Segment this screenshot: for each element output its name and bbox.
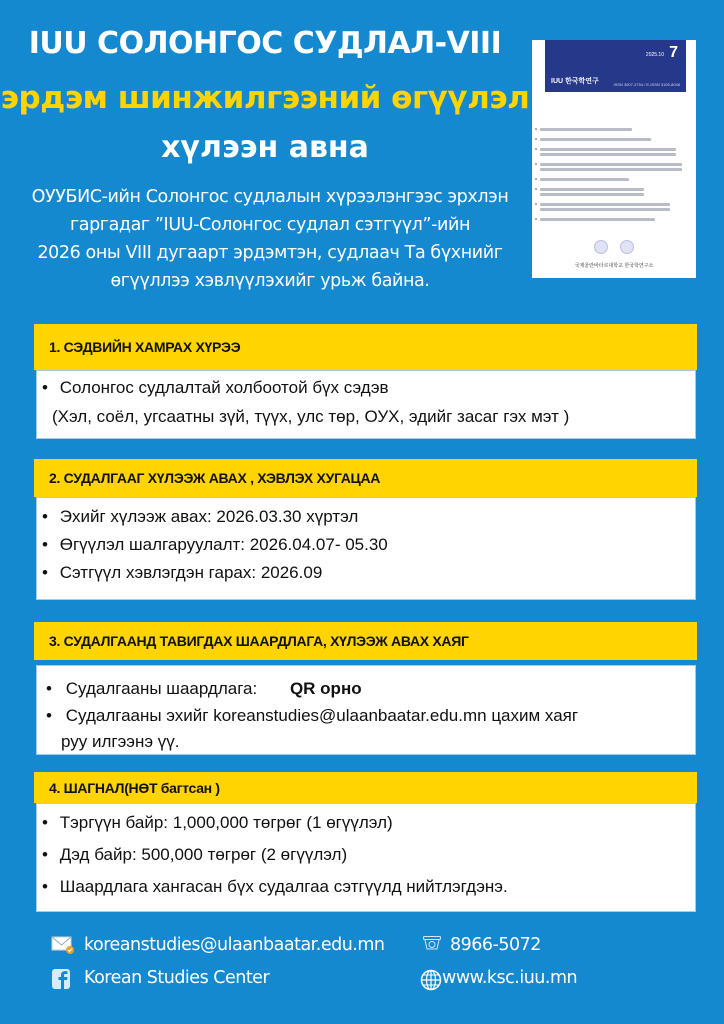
list-item — [37, 535, 388, 555]
intro-line: 2026 оны VIII дугаарт эрдэмтэн, судлаач Та бүхнийг — [37, 243, 503, 263]
list-item — [37, 877, 508, 897]
website-link[interactable]: www.ksc.iuu.mn — [442, 968, 578, 988]
cover-publisher: 국제울란바타르대학교 한국학연구소 — [574, 263, 654, 269]
bullet-icon: • — [42, 507, 48, 526]
university-seal-icon — [594, 240, 608, 254]
section-4-heading: 4. ШАГНАЛ(НӨТ багтсан ) — [34, 772, 697, 803]
bullet-icon: • — [42, 535, 48, 554]
email-link[interactable]: koreanstudies@ulaanbaatar.edu.mn — [84, 935, 385, 955]
list-item-continuation: руу илгээнэ үү. — [61, 732, 180, 751]
section-1-heading: 1. СЭДВИЙН ХАМРАХ ХҮРЭЭ — [34, 324, 697, 370]
list-item — [37, 845, 347, 865]
headline-title: IUU СОЛОНГОС СУДЛАЛ-VIII — [28, 26, 502, 61]
bullet-icon: • — [42, 845, 48, 864]
facebook-icon — [51, 968, 71, 990]
journal-cover-image — [532, 40, 696, 278]
list-item — [37, 507, 358, 527]
intro-line: гаргадаг ”IUU-Солонгос судлал сэтгүүл”-ийн — [69, 215, 471, 235]
list-item — [41, 679, 362, 699]
bullet-icon: • — [42, 813, 48, 832]
intro-line: ОУУБИС-ийн Солонгос судлалын хүрээлэнгээс эрхлэн — [31, 187, 509, 207]
list-item-continuation: (Хэл, соёл, угсаатны зүй, түүх, улс төр, ОУХ, эдийг засаг гэх мэт ) — [52, 407, 570, 426]
section-2-heading: 2. СУДАЛГААГ ХҮЛЭЭЖ АВАХ , ХЭВЛЭХ ХУГАЦАА — [34, 459, 697, 497]
intro-line: өгүүллээ хэвлүүлэхийг урьж байна. — [110, 271, 430, 291]
list-item — [37, 378, 389, 398]
headline-tagline: хүлээн авна — [161, 130, 369, 165]
intro-paragraph — [20, 183, 520, 295]
list-item-text: Тэргүүн байр: 1,000,000 төгрөг (1 өгүүлэл) — [59, 813, 393, 832]
list-item-text: Шаардлага хангасан бүх судалгаа сэтгүүлд нийтлэгдэнэ. — [59, 877, 508, 896]
qr-note: QR орно — [289, 679, 362, 698]
globe-icon — [420, 969, 442, 991]
section-3-heading: 3. СУДАЛГААНД ТАВИГДАХ ШААРДЛАГА, ХҮЛЭЭЖ АВАХ ХАЯГ — [34, 622, 697, 660]
facebook-page-link[interactable]: Korean Studies Center — [84, 968, 270, 988]
cover-issue-date: 2025.10 — [645, 52, 664, 58]
list-item-text: Солонгос судлалтай холбоотой бүх сэдэв — [59, 378, 389, 397]
bullet-icon: • — [42, 563, 48, 582]
mail-icon — [51, 935, 75, 955]
section-3-body — [36, 665, 696, 755]
cover-issue-number: 7 — [669, 44, 678, 61]
institute-logo-icon — [620, 240, 634, 254]
cover-journal-title: IUU 한국학연구 — [551, 78, 599, 85]
list-item — [37, 563, 322, 583]
bullet-icon: • — [46, 679, 52, 698]
bullet-icon: • — [42, 877, 48, 896]
phone-icon — [422, 935, 442, 951]
bullet-icon: • — [46, 706, 52, 725]
cover-table-of-contents — [540, 128, 688, 228]
section-4-body — [36, 803, 696, 912]
list-item-text: Эхийг хүлээж авах: 2026.03.30 хүртэл — [59, 507, 359, 526]
phone-number: 8966-5072 — [450, 935, 541, 955]
list-item-text: Сэтгүүл хэвлэгдэн гарах: 2026.09 — [59, 563, 323, 582]
list-item-text: Дэд байр: 500,000 төгрөг (2 өгүүлэл) — [59, 845, 348, 864]
section-1-body — [36, 370, 696, 439]
headline-subtitle: эрдэм шинжилгээний өгүүлэл — [0, 80, 530, 116]
list-item — [37, 813, 393, 833]
list-item-text: Судалгааны шаардлага: — [65, 679, 258, 698]
list-item-text: Судалгааны эхийг koreanstudies@ulaanbaatar.edu.mn цахим хаяг — [65, 706, 579, 725]
cover-issn: ISSN 3007-2754 / E-ISSN 3105-8048 — [613, 82, 680, 87]
list-item — [41, 706, 578, 726]
list-item-text: Өгүүлэл шалгаруулалт: 2026.04.07- 05.30 — [59, 535, 388, 554]
section-2-body — [36, 497, 696, 600]
bullet-icon: • — [42, 378, 48, 397]
cover-title-band — [545, 40, 686, 92]
cover-logos — [532, 240, 696, 259]
